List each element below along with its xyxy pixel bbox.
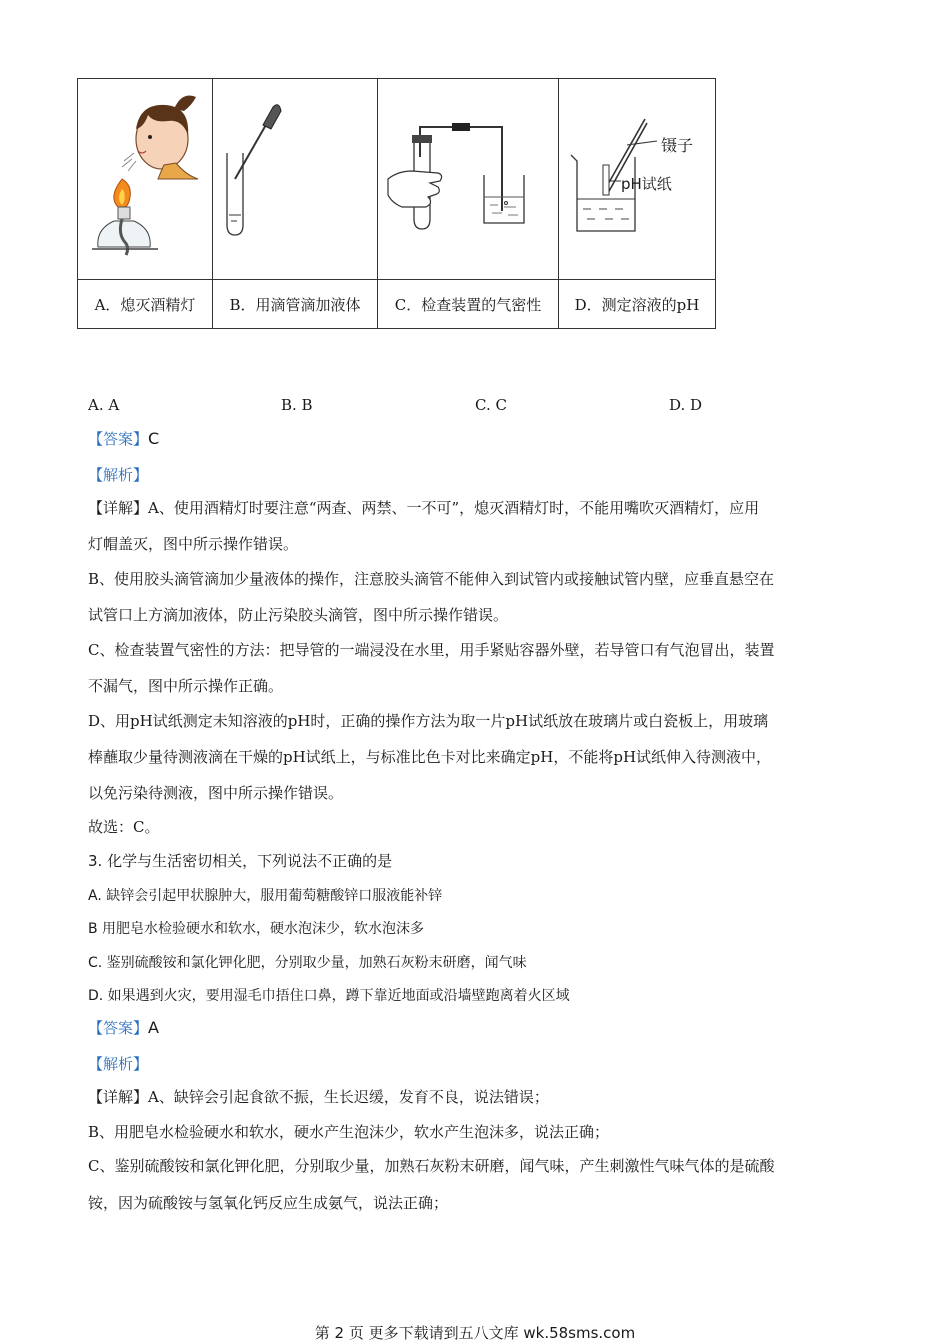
q2-detail-line: 灯帽盖灭，图中所示操作错误。 [88,535,299,553]
answer-value: A [148,1018,159,1037]
label-tweezers: 镊子 [661,136,694,155]
q2-option-d: D. D [669,396,703,414]
q3-detail-line: 【详解】A、缺锌会引起食欲不振，生长迟缓，发育不良，说法错误； [88,1088,549,1106]
q2-conclusion: 故选：C。 [88,818,160,836]
q2-detail-line: B、使用胶头滴管滴加少量液体的操作，注意胶头滴管不能伸入到试管内或接触试管内壁，应垂直悬空在 [88,570,775,588]
blowing-out-lamp-illustration [78,79,212,275]
q2-detail-line: 不漏气，图中所示操作正确。 [88,677,284,695]
answer-tag: 【答案】 [88,1019,149,1037]
image-cell-b [213,79,378,280]
q2-option-b: B. B [281,396,313,414]
airtightness-check-illustration [378,79,558,275]
experiment-table [77,78,716,329]
caption-a: A．熄灭酒精灯 [78,280,213,329]
image-cell-d [559,79,716,280]
page-footer: 第 2 页 更多下载请到五八文库 wk.58sms.com [314,1324,636,1342]
q2-answer [88,428,159,449]
q2-option-c: C. C [475,396,507,414]
q2-detail-line: 以免污染待测液，图中所示操作错误。 [88,784,344,802]
q2-detail-line: C、检查装置气密性的方法：把导管的一端浸没在水里，用手紧贴容器外壁，若导管口有气泡冒出，装置 [88,641,775,659]
q2-detail-line: 棒蘸取少量待测液滴在干燥的pH试纸上，与标准比色卡对比来确定pH，不能将pH试纸伸入待测液中， [88,748,772,766]
q3-option-a: A. 缺锌会引起甲状腺肿大，服用葡萄糖酸锌口服液能补锌 [88,888,443,904]
q3-option-b: B 用肥皂水检验硬水和软水，硬水泡沫少，软水泡沫多 [88,921,425,937]
caption-b: B．用滴管滴加液体 [213,280,378,329]
q2-option-a: A. A [88,396,120,414]
q3-analysis-tag: 【解析】 [88,1055,149,1073]
answer-value: C [148,429,160,448]
q3-detail-line: 铵，因为硫酸铵与氢氧化钙反应生成氨气，说法正确； [88,1194,449,1212]
image-cell-c [378,79,559,280]
q3-option-c: C. 鉴别硫酸铵和氯化钾化肥，分别取少量，加熟石灰粉末研磨，闻气味 [88,955,527,971]
q2-detail-line: 【详解】A、使用酒精灯时要注意“两查、两禁、一不可”，熄灭酒精灯时，不能用嘴吹灭酒精灯，应用 [88,499,760,517]
label-ph-paper: pH试纸 [621,175,672,193]
q3-detail-line: C、鉴别硫酸铵和氯化钾化肥，分别取少量，加熟石灰粉末研磨，闻气味，产生刺激性气味气体的是硫酸 [88,1157,775,1175]
caption-c: C．检查装置的气密性 [378,280,559,329]
q3-option-d: D. 如果遇到火灾，要用湿毛巾捂住口鼻，蹲下靠近地面或沿墙壁跑离着火区域 [88,988,570,1004]
answer-tag: 【答案】 [88,430,149,448]
q2-detail-line: 试管口上方滴加液体，防止污染胶头滴管，图中所示操作错误。 [88,606,509,624]
image-cell-a [78,79,213,280]
q2-analysis-tag: 【解析】 [88,466,149,484]
q3-question: 3. 化学与生活密切相关，下列说法不正确的是 [88,852,393,870]
q3-answer [88,1017,159,1038]
dropper-test-tube-illustration [213,79,377,275]
caption-d: D．测定溶液的pH [559,280,716,329]
q2-detail-line: D、用pH试纸测定未知溶液的pH时，正确的操作方法为取一片pH试纸放在玻璃片或白瓷板上，用玻璃 [88,712,769,730]
q3-detail-line: B、用肥皂水检验硬水和软水，硬水产生泡沫少，软水产生泡沫多，说法正确； [88,1123,610,1141]
